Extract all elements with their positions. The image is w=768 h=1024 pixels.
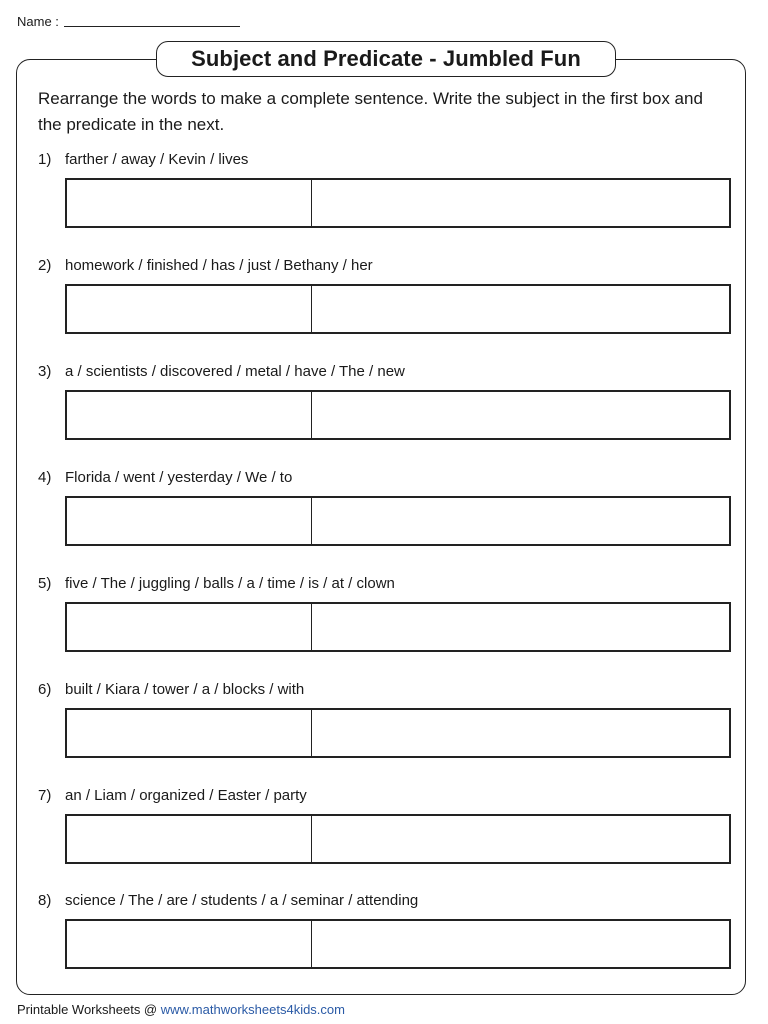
jumbled-words: Florida / went / yesterday / We / to: [65, 469, 293, 486]
predicate-box[interactable]: [312, 180, 729, 226]
jumbled-words: science / The / are / students / a / seminar / attending: [65, 892, 419, 909]
answer-row: [65, 178, 731, 228]
answer-row: [65, 708, 731, 758]
question-number: 5): [38, 575, 52, 592]
subject-box[interactable]: [67, 604, 312, 650]
subject-box[interactable]: [67, 392, 312, 438]
question-5: [38, 574, 738, 594]
footer: [17, 1002, 345, 1017]
answer-row: [65, 284, 731, 334]
jumbled-words: farther / away / Kevin / lives: [65, 151, 249, 168]
question-1: [38, 150, 738, 170]
question-number: 2): [38, 257, 52, 274]
name-label: Name :: [17, 14, 59, 29]
subject-box[interactable]: [67, 710, 312, 756]
subject-box[interactable]: [67, 816, 312, 862]
question-number: 6): [38, 681, 52, 698]
name-field[interactable]: [64, 26, 240, 27]
question-3: [38, 362, 738, 382]
question-2: [38, 256, 738, 276]
jumbled-words: a / scientists / discovered / metal / have / The / new: [65, 363, 405, 380]
answer-row: [65, 602, 731, 652]
answer-row: [65, 390, 731, 440]
question-4: [38, 468, 738, 488]
predicate-box[interactable]: [312, 498, 729, 544]
answer-row: [65, 814, 731, 864]
jumbled-words: homework / finished / has / just / Bethany / her: [65, 257, 373, 274]
answer-row: [65, 496, 731, 546]
instructions: Rearrange the words to make a complete sentence. Write the subject in the first box and the predicate in the next.: [38, 89, 703, 134]
question-7: [38, 786, 738, 806]
question-number: 4): [38, 469, 52, 486]
jumbled-words: an / Liam / organized / Easter / party: [65, 787, 307, 804]
predicate-box[interactable]: [312, 816, 729, 862]
question-number: 1): [38, 151, 52, 168]
question-8: [38, 891, 738, 911]
question-6: [38, 680, 738, 700]
footer-label: Printable Worksheets @: [17, 1002, 158, 1017]
footer-link[interactable]: www.mathworksheets4kids.com: [160, 1002, 345, 1017]
subject-box[interactable]: [67, 286, 312, 332]
name-row: [17, 14, 240, 29]
question-number: 3): [38, 363, 52, 380]
predicate-box[interactable]: [312, 392, 729, 438]
question-number: 7): [38, 787, 52, 804]
answer-row: [65, 919, 731, 969]
subject-box[interactable]: [67, 921, 312, 967]
subject-box[interactable]: [67, 180, 312, 226]
question-number: 8): [38, 892, 52, 909]
predicate-box[interactable]: [312, 286, 729, 332]
jumbled-words: built / Kiara / tower / a / blocks / with: [65, 681, 305, 698]
predicate-box[interactable]: [312, 710, 729, 756]
jumbled-words: five / The / juggling / balls / a / time / is / at / clown: [65, 575, 395, 592]
worksheet-title: Subject and Predicate - Jumbled Fun: [156, 41, 616, 77]
predicate-box[interactable]: [312, 921, 729, 967]
predicate-box[interactable]: [312, 604, 729, 650]
subject-box[interactable]: [67, 498, 312, 544]
